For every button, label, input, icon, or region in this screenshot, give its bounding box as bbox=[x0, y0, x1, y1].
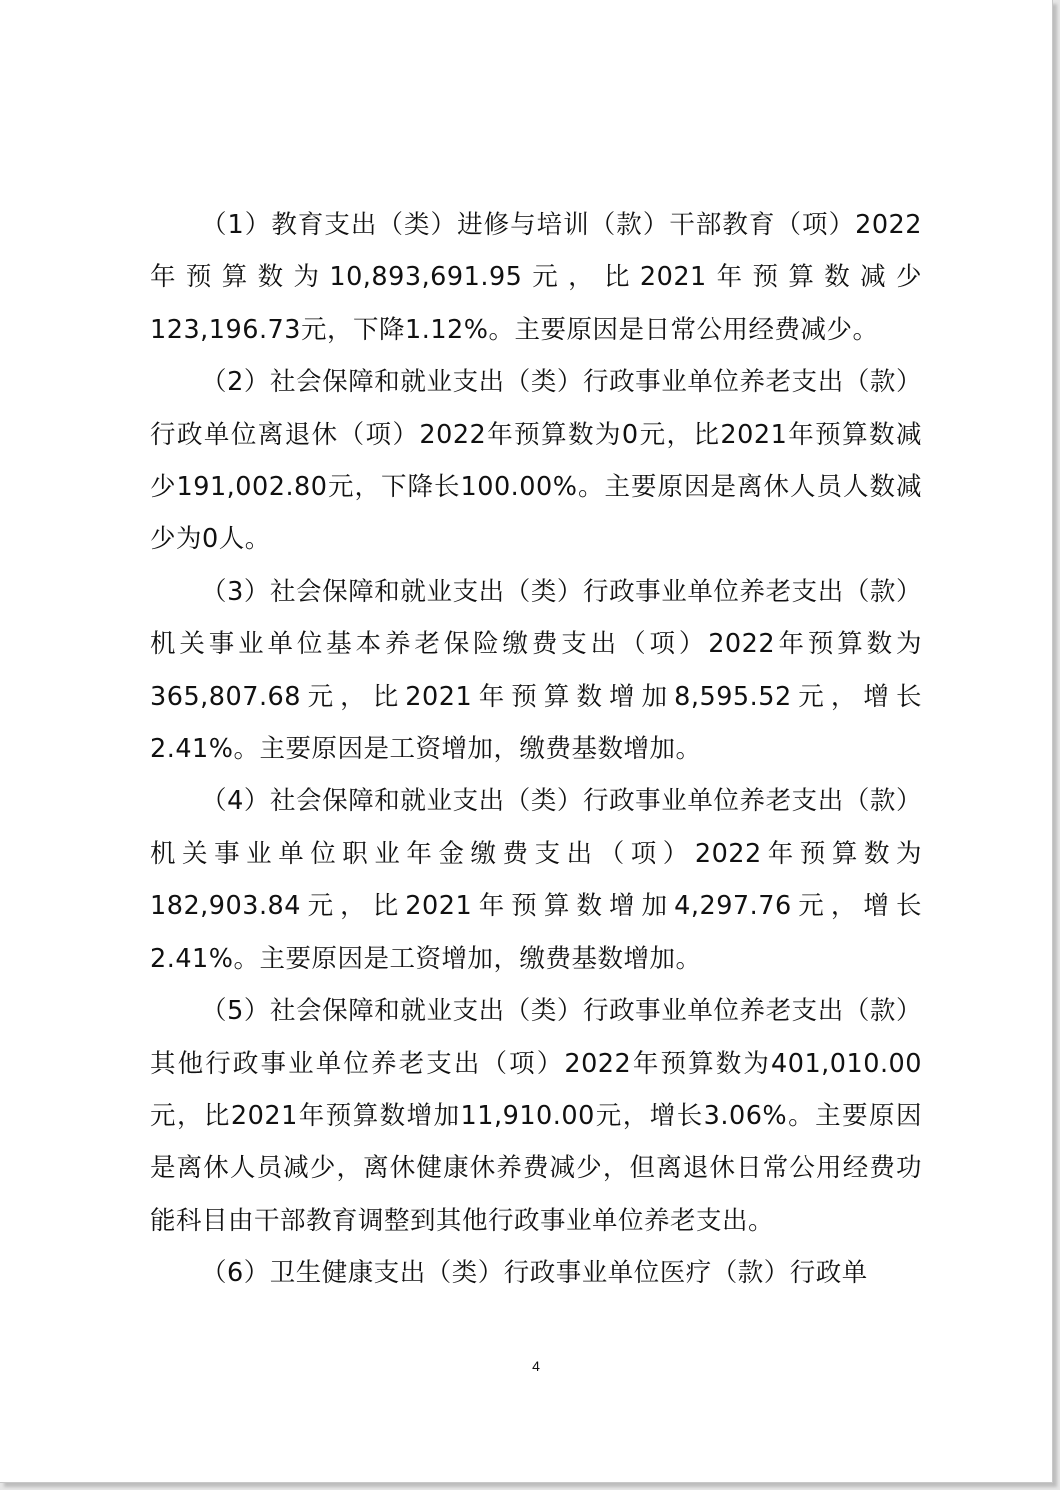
page-number: 4 bbox=[532, 1358, 540, 1374]
paragraph-occupational-annuity: （4）社会保障和就业支出（类）行政事业单位养老支出（款）机关事业单位职业年金缴费支出（项）2022年预算数为182,903.84元，比2021年预算数增加4,297.76元，增长2.41%。主要原因是工资增加，缴费基数增加。 bbox=[150, 786, 922, 974]
paragraph-retirement-expense: （2）社会保障和就业支出（类）行政事业单位养老支出（款）行政单位离退休（项）2022年预算数为0元，比2021年预算数减少191,002.80元，下降长100.00%。主要原因是离休人员人数减少为0人。 bbox=[150, 367, 922, 555]
paragraph-education-expense: （1）教育支出（类）进修与培训（款）干部教育（项）2022年预算数为10,893,691.95元，比2021年预算数减少123,196.73元，下降1.12%。主要原因是日常公用经费减少。 bbox=[150, 210, 922, 345]
document-body bbox=[150, 199, 922, 1300]
paragraph-basic-pension-insurance: （3）社会保障和就业支出（类）行政事业单位养老支出（款）机关事业单位基本养老保险缴费支出（项）2022年预算数为365,807.68元，比2021年预算数增加8,595.52元，增长2.41%。主要原因是工资增加，缴费基数增加。 bbox=[150, 576, 922, 765]
paragraph-health-expense: （6）卫生健康支出（类）行政事业单位医疗（款）行政单 bbox=[201, 1258, 868, 1289]
paragraph-other-pension-expense: （5）社会保障和就业支出（类）行政事业单位养老支出（款）其他行政事业单位养老支出（项）2022年预算数为401,010.00元，比2021年预算数增加11,910.00元，增长3.06%。主要原因是离休人员减少，离休健康休养费减少，但离退休日常公用经费功能科目由干部教育调整到其他行政事业单位养老支出。 bbox=[150, 996, 922, 1236]
